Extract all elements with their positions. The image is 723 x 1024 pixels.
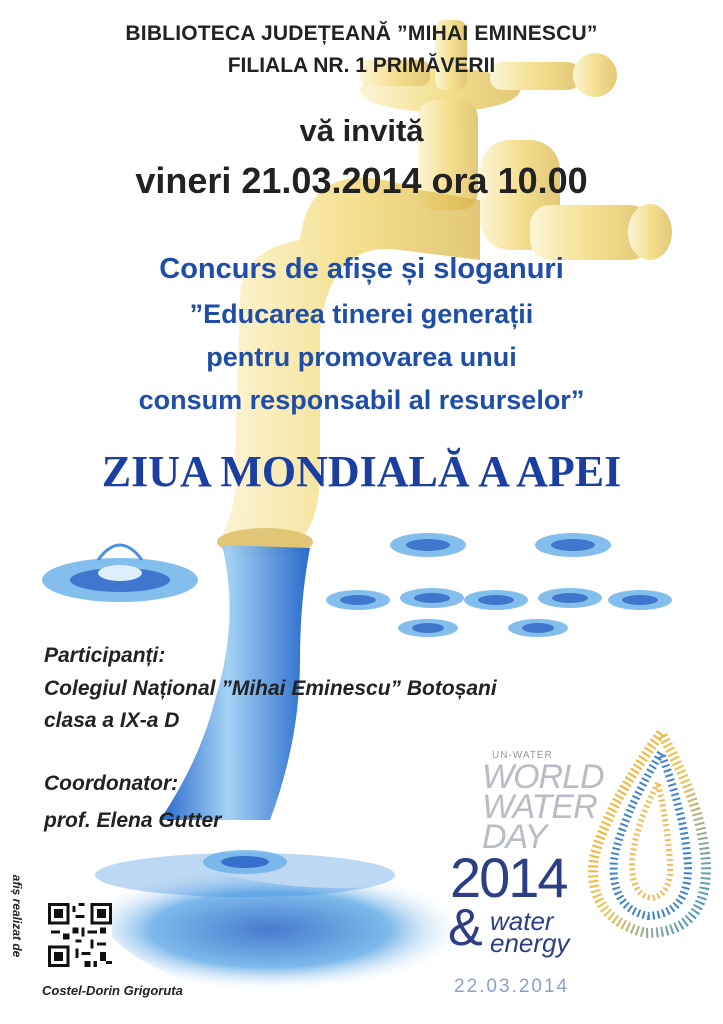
contest-theme-line-3: consum responsabil al resurselor”	[138, 385, 585, 415]
credit-vertical: afiș realizat de	[10, 874, 24, 958]
branch-name: FILIALA NR. 1 PRIMĂVERII	[227, 54, 496, 77]
logo-water-theme: water	[490, 906, 554, 936]
event-title: ZIUA MONDIALĂ A APEI	[101, 447, 622, 496]
contest-title: Concurs de afișe și sloganuri	[159, 253, 564, 285]
logo-date: 22.03.2014	[454, 976, 570, 997]
event-date: vineri 21.03.2014 ora 10.00	[135, 160, 588, 201]
coordinator-label: Coordonator:	[44, 772, 179, 795]
poster-author: Costel-Dorin Grigoruta	[42, 983, 183, 998]
logo-day: DAY	[482, 818, 547, 856]
participants-label: Participanți:	[44, 644, 166, 667]
logo-un-water: UN-WATER	[492, 750, 553, 761]
logo-water: WATER	[482, 788, 597, 826]
contest-theme-line-2: pentru promovarea unui	[206, 342, 517, 372]
world-water-day-logo	[426, 730, 706, 1000]
participants-class: clasa a IX-a D	[44, 709, 180, 732]
contest-theme-line-1: ”Educarea tinerei generații	[189, 299, 534, 329]
participants-school: Colegiul Național ”Mihai Eminescu” Botoșani	[44, 677, 497, 700]
logo-year: 2014	[450, 846, 567, 909]
invitation-line: vă invită	[299, 113, 424, 148]
logo-ampersand: &	[448, 899, 483, 957]
qr-code-icon	[48, 903, 112, 967]
logo-world: WORLD	[482, 758, 604, 796]
library-name: BIBLIOTECA JUDEȚEANĂ ”MIHAI EMINESCU”	[125, 22, 598, 45]
logo-energy-theme: energy	[490, 928, 570, 958]
coordinator-name: prof. Elena Gutter	[44, 809, 222, 832]
